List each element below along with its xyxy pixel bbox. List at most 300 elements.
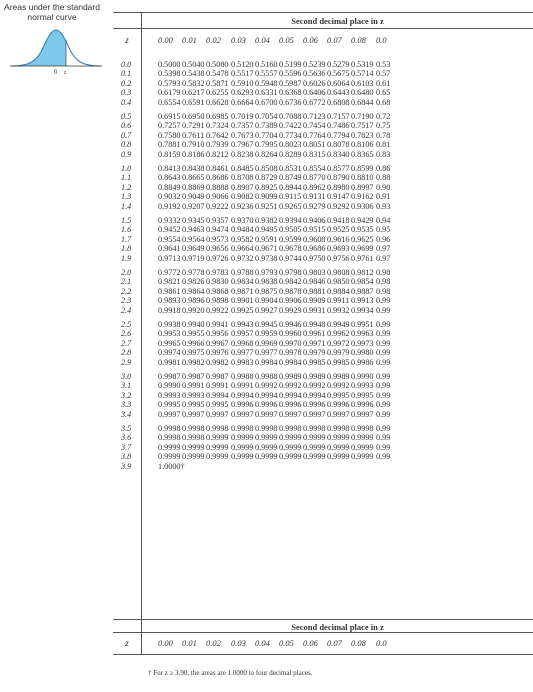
table-cell: 0.7995	[255, 140, 278, 150]
row-z-value: 2.0	[121, 268, 132, 277]
table-cell: 0.9999	[303, 433, 326, 443]
table-cell: 0.98	[376, 286, 391, 296]
table-cell: 0.7673	[231, 130, 254, 140]
table-cell: 0.9999	[327, 442, 350, 452]
table-cell: 0.9975	[182, 348, 205, 358]
table-cell: 0.9082	[231, 192, 254, 202]
table-cell: 0.6591	[182, 97, 205, 107]
column-header: 0.04	[255, 638, 270, 648]
table-cell: 0.9999	[303, 452, 326, 462]
table-cell: 0.7517	[351, 121, 374, 131]
row-z-value: 0.5	[121, 112, 132, 121]
table-cell: 0.8438	[182, 164, 205, 173]
table-cell: 0.9995	[327, 390, 350, 400]
table-cell: 0.83	[376, 149, 391, 159]
table-cell: 0.9821	[158, 277, 181, 287]
row-z-value: 2.6	[121, 329, 132, 339]
row-z-value: 0.4	[121, 97, 132, 107]
table-cell: 0.9678	[279, 244, 302, 254]
table-cell: 0.8643	[158, 173, 181, 183]
table-cell: 0.99	[376, 433, 391, 443]
table-cell: 0.9854	[351, 277, 374, 287]
table-cell: 0.9999	[327, 452, 350, 462]
table-cell: 0.9999	[158, 442, 181, 452]
table-cell: 0.9994	[231, 390, 254, 400]
table-cell: 0.9966	[182, 338, 205, 348]
table-cell: 0.9292	[327, 201, 350, 211]
table-cell: 0.5636	[303, 69, 326, 79]
table-cell: 0.9990	[351, 372, 374, 381]
table-cell: 0.9032	[158, 192, 181, 202]
z-column-header: z	[125, 35, 129, 45]
table-cell: 0.8925	[255, 182, 278, 192]
table-row	[113, 254, 533, 264]
table-cell: 0.9834	[231, 277, 254, 287]
row-z-value: 1.2	[121, 182, 132, 192]
table-cell: 0.53	[376, 60, 391, 69]
table-cell: 0.9922	[206, 305, 229, 315]
table-cell: 0.9997	[206, 409, 229, 419]
table-cell: 0.9306	[351, 201, 374, 211]
table-cell: 0.6368	[279, 88, 302, 98]
table-cell: 0.9918	[158, 305, 181, 315]
row-z-value: 2.1	[121, 277, 132, 287]
table-cell: 0.9984	[255, 357, 278, 367]
section-title-bottom: Second decimal place in z	[291, 622, 384, 632]
table-cell: 0.9995	[351, 390, 374, 400]
column-header: 0.02	[206, 638, 221, 648]
table-cell: 0.9573	[206, 234, 229, 244]
table-cell: 0.9996	[279, 400, 302, 410]
table-cell: 0.9992	[255, 381, 278, 391]
table-cell: 0.7088	[279, 112, 302, 121]
table-cell: 0.9969	[255, 338, 278, 348]
table-cell: 0.9993	[351, 381, 374, 391]
table-row	[113, 98, 533, 108]
table-cell: 0.9959	[255, 329, 278, 339]
row-z-value: 1.6	[121, 225, 132, 235]
row-z-value: 1.7	[121, 234, 132, 244]
column-header: 0.04	[255, 35, 270, 45]
table-cell: 0.9996	[303, 400, 326, 410]
shaded-area	[12, 30, 66, 66]
table-cell: 0.9996	[327, 400, 350, 410]
table-cell: 0.9994	[255, 390, 278, 400]
axis-label-z: z	[64, 70, 67, 76]
row-z-value: 1.4	[121, 201, 132, 211]
table-cell: 0.93	[376, 201, 391, 211]
table-cell: 0.5596	[279, 69, 302, 79]
table-cell: 0.9998	[303, 424, 326, 433]
table-cell: 0.9999	[206, 433, 229, 443]
table-cell: 0.6736	[279, 97, 302, 107]
table-cell: 0.8749	[279, 173, 302, 183]
table-cell: 0.9999	[351, 442, 374, 452]
table-cell: 0.8869	[182, 182, 205, 192]
table-cell: 0.9830	[206, 277, 229, 287]
column-header: 0.03	[231, 638, 246, 648]
table-cell: 0.9984	[279, 357, 302, 367]
table-cell: 0.5120	[231, 60, 254, 69]
table-cell: 0.8051	[303, 140, 326, 150]
table-cell: 0.8264	[255, 149, 278, 159]
table-cell: 0.9525	[327, 225, 350, 235]
table-cell: 0.9948	[303, 320, 326, 329]
table-cell: 0.8289	[279, 149, 302, 159]
table-cell: 0.7764	[303, 130, 326, 140]
table-cell: 0.9929	[279, 305, 302, 315]
table-cell: 0.9871	[231, 286, 254, 296]
table-cell: 0.8790	[327, 173, 350, 183]
table-cell: 0.6255	[206, 88, 229, 98]
table-cell: 0.9993	[158, 390, 181, 400]
table-cell: 0.6443	[327, 88, 350, 98]
column-header: 0.0	[376, 35, 387, 45]
table-cell: 0.99	[376, 329, 391, 339]
table-cell: 0.6480	[351, 88, 374, 98]
table-cell: 0.9846	[303, 277, 326, 287]
rule-header-divider	[113, 28, 533, 29]
table-cell: 0.8485	[231, 164, 254, 173]
section-title-top: Second decimal place in z	[291, 16, 384, 26]
table-cell: 0.8554	[303, 164, 326, 173]
table-cell: 0.9772	[158, 268, 181, 277]
table-cell: 0.9864	[182, 286, 205, 296]
table-cell: 0.6103	[351, 78, 374, 88]
table-cell: 0.9761	[351, 253, 374, 263]
table-cell: 0.5438	[182, 69, 205, 79]
table-cell: 0.9946	[279, 320, 302, 329]
table-cell: 0.99	[376, 372, 391, 381]
table-cell: 0.9671	[255, 244, 278, 254]
table-cell: 0.7967	[231, 140, 254, 150]
table-cell: 0.9756	[327, 253, 350, 263]
table-cell: 0.9951	[351, 320, 374, 329]
table-cell: 0.8686	[206, 173, 229, 183]
table-cell: 0.9976	[206, 348, 229, 358]
table-cell: 0.9988	[255, 372, 278, 381]
table-cell: 0.9998	[158, 433, 181, 443]
table-cell: 0.9783	[206, 268, 229, 277]
table-cell: 0.9999	[255, 442, 278, 452]
table-cell: 0.6772	[303, 97, 326, 107]
table-cell: 0.9992	[279, 381, 302, 391]
table-cell: 0.9927	[255, 305, 278, 315]
row-z-value: 0.2	[121, 78, 132, 88]
column-header: 0.08	[351, 638, 366, 648]
table-cell: 0.6808	[327, 97, 350, 107]
table-cell: 0.9554	[158, 234, 181, 244]
table-cell: 0.8461	[206, 164, 229, 173]
table-cell: 0.9564	[182, 234, 205, 244]
table-cell: 0.7123	[303, 112, 326, 121]
table-cell: 0.9999	[255, 452, 278, 462]
table-cell: 0.9968	[231, 338, 254, 348]
table-cell: 0.9656	[206, 244, 229, 254]
table-cell: 0.9965	[158, 338, 181, 348]
table-cell: 0.8340	[327, 149, 350, 159]
table-cell: 0.9998	[206, 424, 229, 433]
table-cell: 0.5832	[182, 78, 205, 88]
table-cell: 0.8980	[327, 182, 350, 192]
table-cell: 0.6554	[158, 97, 181, 107]
row-z-value: 1.8	[121, 244, 132, 254]
table-cell: 0.9641	[158, 244, 181, 254]
table-cell: 0.57	[376, 69, 391, 79]
table-cell: 0.9999	[182, 452, 205, 462]
table-cell: 0.9999	[327, 433, 350, 443]
row-z-value: 0.6	[121, 121, 132, 131]
table-cell: 0.9973	[351, 338, 374, 348]
table-cell: 0.7454	[303, 121, 326, 131]
table-cell: 0.9842	[279, 277, 302, 287]
table-cell: 0.9995	[158, 400, 181, 410]
table-cell: 0.99	[376, 442, 391, 452]
table-cell: 0.9985	[303, 357, 326, 367]
table-cell: 0.9999	[206, 452, 229, 462]
table-cell: 0.6700	[255, 97, 278, 107]
table-cell: 0.8599	[351, 164, 374, 173]
table-cell: 0.7794	[327, 130, 350, 140]
table-cell: 0.95	[376, 225, 391, 235]
table-cell: 0.99	[376, 338, 391, 348]
table-cell: 0.9251	[255, 201, 278, 211]
table-cell: 0.9982	[182, 357, 205, 367]
table-cell: 0.9997	[182, 409, 205, 419]
table-cell: 0.7291	[182, 121, 205, 131]
table-cell: 0.9963	[351, 329, 374, 339]
column-header: 0.0	[376, 638, 387, 648]
table-cell: 0.5040	[182, 60, 205, 69]
table-cell: 0.5987	[279, 78, 302, 88]
table-cell: 0.6217	[182, 88, 205, 98]
table-cell: 0.5517	[231, 69, 254, 79]
table-cell: 0.8106	[351, 140, 374, 150]
table-cell: 0.9192	[158, 201, 181, 211]
row-z-value: 0.7	[121, 130, 132, 140]
normal-curve-figure	[8, 24, 104, 76]
table-cell: 0.8708	[231, 173, 254, 183]
table-cell: 0.5199	[279, 60, 302, 69]
table-cell: 0.7054	[255, 112, 278, 121]
column-header: 0.07	[327, 35, 342, 45]
table-cell: 0.8531	[279, 164, 302, 173]
table-cell: 0.9970	[279, 338, 302, 348]
row-z-value: 3.8	[121, 452, 132, 462]
table-cell: 0.5279	[327, 60, 350, 69]
table-cell: 0.9999	[351, 433, 374, 443]
row-z-value: 1.0	[121, 164, 132, 173]
table-cell: 0.5557	[255, 69, 278, 79]
table-cell: 0.9979	[303, 348, 326, 358]
table-cell: 0.7881	[158, 140, 181, 150]
table-cell: 0.9418	[327, 216, 350, 225]
table-cell: 0.99	[376, 452, 391, 462]
table-cell: 0.9911	[327, 296, 350, 306]
column-header-row-bottom	[113, 638, 533, 650]
table-cell: 0.9913	[351, 296, 374, 306]
table-cell: 0.9956	[206, 329, 229, 339]
table-cell: 0.9998	[231, 424, 254, 433]
table-cell: 0.9999	[231, 433, 254, 443]
table-cell: 0.9993	[182, 390, 205, 400]
table-cell: 0.6985	[206, 112, 229, 121]
table-cell: 0.9875	[255, 286, 278, 296]
table-cell: 0.9699	[351, 244, 374, 254]
table-cell: 0.9474	[206, 225, 229, 235]
table-cell: 0.9236	[231, 201, 254, 211]
table-cell: 0.9998	[182, 424, 205, 433]
table-cell: 0.9535	[351, 225, 374, 235]
table-cell: 0.99	[376, 424, 391, 433]
table-cell: 0.9778	[182, 268, 205, 277]
table-cell: 0.9608	[303, 234, 326, 244]
table-cell: 0.9812	[351, 268, 374, 277]
table-cell: 0.9974	[158, 348, 181, 358]
table-cell: 0.9991	[206, 381, 229, 391]
column-header: 0.06	[303, 35, 318, 45]
table-cell: 0.5319	[351, 60, 374, 69]
table-cell: 0.9972	[327, 338, 350, 348]
table-cell: 0.8238	[231, 149, 254, 159]
table-cell: 0.9989	[279, 372, 302, 381]
table-cell: 0.9949	[327, 320, 350, 329]
row-z-value: 0.9	[121, 149, 132, 159]
table-cell: 0.9953	[158, 329, 181, 339]
table-cell: 0.9744	[279, 253, 302, 263]
table-cell: 0.9115	[279, 192, 302, 202]
table-cell: 0.9998	[351, 424, 374, 433]
table-cell: 0.7704	[255, 130, 278, 140]
table-cell: 0.9999	[158, 452, 181, 462]
table-cell: 0.9788	[231, 268, 254, 277]
table-cell: 0.99	[376, 357, 391, 367]
table-cell: 0.68	[376, 97, 391, 107]
table-cell: 0.7019	[231, 112, 254, 121]
table-cell: 0.9382	[255, 216, 278, 225]
table-cell: 0.5714	[351, 69, 374, 79]
rule-bottom-header	[113, 619, 533, 620]
table-cell: 0.9977	[255, 348, 278, 358]
table-cell: 0.7734	[279, 130, 302, 140]
table-cell: 0.9998	[327, 424, 350, 433]
table-cell: 0.9798	[279, 268, 302, 277]
table-cell: 0.9881	[303, 286, 326, 296]
table-cell: 0.9686	[303, 244, 326, 254]
table-cell: 0.7157	[327, 112, 350, 121]
table-cell: 0.9904	[255, 296, 278, 306]
table-cell: 0.8907	[231, 182, 254, 192]
table-cell: 0.9985	[327, 357, 350, 367]
table-cell: 0.9999	[182, 442, 205, 452]
table-cell: 0.9971	[303, 338, 326, 348]
table-cell: 0.9909	[303, 296, 326, 306]
table-cell: 0.61	[376, 78, 391, 88]
row-z-value: 0.1	[121, 69, 132, 79]
table-cell: 0.6950	[182, 112, 205, 121]
table-cell: 0.9345	[182, 216, 205, 225]
table-cell: 0.9896	[182, 296, 205, 306]
table-cell: 0.8665	[182, 173, 205, 183]
table-cell: 0.9943	[231, 320, 254, 329]
table-cell: 0.98	[376, 277, 391, 287]
table-cell: 0.9884	[327, 286, 350, 296]
table-cell: 0.9991	[231, 381, 254, 391]
table-cell: 0.9999	[303, 442, 326, 452]
column-header: 0.01	[182, 638, 197, 648]
table-cell: 0.9986	[351, 357, 374, 367]
table-cell: 0.7910	[182, 140, 205, 150]
table-cell: 0.98	[376, 268, 391, 277]
table-cell: 0.5948	[255, 78, 278, 88]
table-cell: 0.9987	[158, 372, 181, 381]
table-cell: 0.5793	[158, 78, 181, 88]
table-cell: 0.9945	[255, 320, 278, 329]
row-z-value: 3.1	[121, 381, 132, 391]
table-row	[113, 410, 533, 420]
table-cell: 0.9996	[255, 400, 278, 410]
table-cell: 0.99	[376, 390, 391, 400]
table-cell: 0.9394	[279, 216, 302, 225]
table-cell: 0.9719	[182, 253, 205, 263]
table-cell: 0.6844	[351, 97, 374, 107]
table-cell: 0.7611	[182, 130, 205, 140]
table-cell: 0.88	[376, 173, 391, 183]
table-cell: 0.8078	[327, 140, 350, 150]
table-cell: 0.72	[376, 112, 391, 121]
table-cell: 0.8508	[255, 164, 278, 173]
table-cell: 0.9982	[206, 357, 229, 367]
table-cell: 0.5239	[303, 60, 326, 69]
table-cell: 0.6293	[231, 88, 254, 98]
table-cell: 0.9616	[327, 234, 350, 244]
table-cell: 0.9999	[279, 452, 302, 462]
table-cell: 0.8770	[303, 173, 326, 183]
table-cell: 0.9957	[231, 329, 254, 339]
table-cell: 0.9738	[255, 253, 278, 263]
table-cell: 0.7580	[158, 130, 181, 140]
table-cell: 0.9878	[279, 286, 302, 296]
table-cell: 0.9406	[303, 216, 326, 225]
column-header: 0.01	[182, 35, 197, 45]
table-cell: 0.9998	[182, 433, 205, 443]
table-cell: 0.9207	[182, 201, 205, 211]
column-header: 0.00	[158, 35, 173, 45]
table-row	[113, 202, 533, 212]
table-row	[113, 462, 533, 472]
table-cell: 0.9999	[279, 433, 302, 443]
table-cell: 0.9893	[158, 296, 181, 306]
table-cell: 0.75	[376, 121, 391, 131]
table-cell: 0.5398	[158, 69, 181, 79]
table-cell: 0.6915	[158, 112, 181, 121]
table-cell: 0.81	[376, 140, 391, 150]
table-cell: 0.99	[376, 400, 391, 410]
footnote: † For z ≥ 3.90, the areas are 1.0000 to four decimal places.	[148, 669, 313, 677]
table-cell: 0.7257	[158, 121, 181, 131]
table-cell: 0.6064	[327, 78, 350, 88]
table-cell: 0.9991	[182, 381, 205, 391]
table-cell: 0.9981	[158, 357, 181, 367]
row-z-value: 1.3	[121, 192, 132, 202]
table-cell: 0.9793	[255, 268, 278, 277]
table-cell: 0.8315	[303, 149, 326, 159]
row-z-value: 3.3	[121, 400, 132, 410]
table-cell: 0.9978	[279, 348, 302, 358]
column-header: 0.06	[303, 638, 318, 648]
table-cell: 0.9625	[351, 234, 374, 244]
table-cell: 0.9332	[158, 216, 181, 225]
